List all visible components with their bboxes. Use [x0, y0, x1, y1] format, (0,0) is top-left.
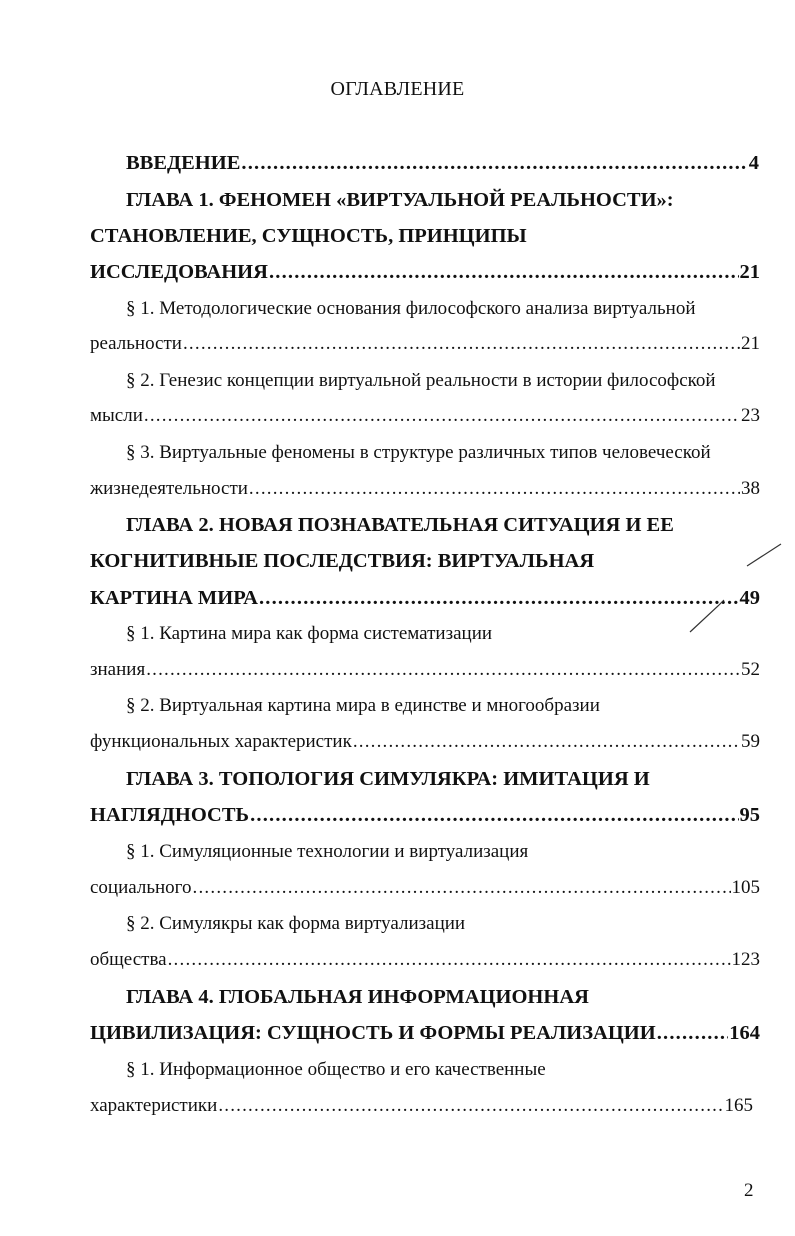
- toc-ch1-s1-text-2: реальности: [90, 333, 182, 354]
- dot-leader: [657, 1022, 729, 1044]
- toc-ch3-s2[interactable]: [90, 945, 760, 971]
- toc-ch3-heading-1: [126, 764, 766, 790]
- toc-ch2-text-2: КОГНИТИВНЫЕ ПОСЛЕДСТВИЯ: ВИРТУАЛЬНАЯ: [90, 550, 595, 572]
- toc-ch3-s1-text-2: социального: [90, 877, 192, 898]
- toc-ch2-s1-page: 52: [741, 659, 760, 680]
- toc-ch1-s1-text-1: § 1. Методологические основания философского анализа виртуальной: [126, 298, 696, 319]
- toc-ch1-s3-page: 38: [741, 478, 760, 499]
- toc-ch4-s1-text-1: § 1. Информационное общество и его качественные: [126, 1059, 546, 1080]
- toc-ch4-text-1: ГЛАВА 4. ГЛОБАЛЬНАЯ ИНФОРМАЦИОННАЯ: [126, 986, 589, 1008]
- toc-ch1-s1-page: 21: [741, 333, 760, 354]
- toc-ch2-s2-text-2: функциональных характеристик: [90, 731, 352, 752]
- toc-ch4-text-2: ЦИВИЛИЗАЦИЯ: СУЩНОСТЬ И ФОРМЫ РЕАЛИЗАЦИИ: [90, 1022, 656, 1044]
- toc-ch2-s1-text-1: § 1. Картина мира как форма систематизации: [126, 623, 493, 644]
- toc-ch2-s1-heading: [126, 619, 766, 645]
- toc-ch3-s2-text-1: § 2. Симулякры как форма виртуализации: [126, 913, 466, 934]
- toc-ch3-text-1: ГЛАВА 3. ТОПОЛОГИЯ СИМУЛЯКРА: ИМИТАЦИЯ И: [126, 768, 650, 790]
- toc-ch1-text-3: ИССЛЕДОВАНИЯ: [90, 261, 268, 283]
- toc-ch3-s1[interactable]: [90, 873, 760, 899]
- toc-ch2-s2-heading: [126, 691, 766, 717]
- toc-ch1-heading-1: [126, 185, 766, 211]
- toc-ch1-s2-text-1: § 2. Генезис концепции виртуальной реальности в истории философской: [126, 370, 716, 391]
- toc-ch3[interactable]: [90, 800, 760, 826]
- toc-ch1-page: 21: [739, 261, 760, 283]
- toc-ch3-s2-heading: [126, 909, 766, 935]
- toc-ch2[interactable]: [90, 583, 760, 609]
- toc-ch2-s2-text-1: § 2. Виртуальная картина мира в единстве и многообразии: [126, 695, 600, 716]
- dot-leader: [250, 804, 738, 826]
- dot-leader: [218, 1095, 723, 1117]
- dot-leader: [259, 587, 739, 609]
- toc-ch4-page: 164: [729, 1022, 760, 1044]
- toc-ch2-text-1: ГЛАВА 2. НОВАЯ ПОЗНАВАТЕЛЬНАЯ СИТУАЦИЯ И ЕЕ: [126, 514, 674, 536]
- toc-ch1-s3-text-1: § 3. Виртуальные феномены в структуре различных типов человеческой: [126, 442, 711, 463]
- toc-ch1-heading-2: [90, 221, 760, 247]
- toc-ch1-s3[interactable]: [90, 474, 760, 500]
- toc-ch4[interactable]: [90, 1018, 760, 1044]
- toc-ch3-s2-text-2: общества: [90, 949, 167, 970]
- dot-leader: [249, 478, 740, 500]
- pen-mark-upper: [745, 540, 785, 570]
- toc-ch1-s2-page: 23: [741, 405, 760, 426]
- toc-ch4-s1[interactable]: [90, 1091, 753, 1117]
- toc-ch1-s2-text-2: мысли: [90, 405, 143, 426]
- pen-mark-lower: [688, 598, 728, 638]
- toc-ch3-s1-heading: [126, 837, 766, 863]
- toc-ch2-s1-text-2: знания: [90, 659, 146, 680]
- toc-ch3-s2-page: 123: [731, 949, 760, 970]
- toc-ch1-s3-heading: [126, 438, 766, 464]
- toc-ch2-heading-1: [126, 510, 766, 536]
- toc-ch3-text-2: НАГЛЯДНОСТЬ: [90, 804, 250, 826]
- toc-ch2-text-3: КАРТИНА МИРА: [90, 587, 258, 609]
- toc-ch2-s2-page: 59: [741, 731, 760, 752]
- toc-intro[interactable]: [126, 148, 759, 174]
- toc-ch2-s2[interactable]: [90, 727, 760, 753]
- toc-ch4-s1-page: 165: [724, 1095, 753, 1116]
- toc-intro-page: 4: [748, 152, 759, 174]
- dot-leader: [144, 405, 740, 427]
- toc-ch1[interactable]: [90, 257, 760, 283]
- page-number: 2: [744, 1180, 754, 1201]
- dot-leader: [269, 261, 739, 283]
- toc-ch1-s2[interactable]: [90, 401, 760, 427]
- toc-ch2-s1[interactable]: [90, 655, 760, 681]
- dot-leader: [241, 152, 747, 174]
- toc-ch1-s1-heading: [126, 294, 766, 320]
- toc-ch3-s1-page: 105: [731, 877, 760, 898]
- toc-ch3-page: 95: [739, 804, 760, 826]
- toc-ch2-heading-2: [90, 546, 760, 572]
- dot-leader: [146, 659, 740, 681]
- dot-leader: [183, 333, 740, 355]
- toc-ch1-s3-text-2: жизнедеятельности: [90, 478, 248, 499]
- toc-ch1-text-2: СТАНОВЛЕНИЕ, СУЩНОСТЬ, ПРИНЦИПЫ: [90, 225, 527, 247]
- toc-ch4-heading-1: [126, 982, 766, 1008]
- toc-ch4-s1-text-2: характеристики: [90, 1095, 218, 1116]
- toc-ch4-s1-heading: [126, 1055, 766, 1081]
- toc-ch3-s1-text-1: § 1. Симуляционные технологии и виртуализация: [126, 841, 529, 862]
- dot-leader: [353, 731, 740, 753]
- toc-ch1-s1[interactable]: [90, 329, 760, 355]
- toc-ch1-s2-heading: [126, 366, 766, 392]
- toc-ch2-page: 49: [739, 587, 760, 609]
- page-title: ОГЛАВЛЕНИЕ: [330, 78, 465, 100]
- dot-leader: [168, 949, 731, 971]
- toc-ch1-text-1: ГЛАВА 1. ФЕНОМЕН «ВИРТУАЛЬНОЙ РЕАЛЬНОСТИ»:: [126, 189, 674, 211]
- toc-intro-label: ВВЕДЕНИЕ: [126, 152, 241, 174]
- dot-leader: [193, 877, 731, 899]
